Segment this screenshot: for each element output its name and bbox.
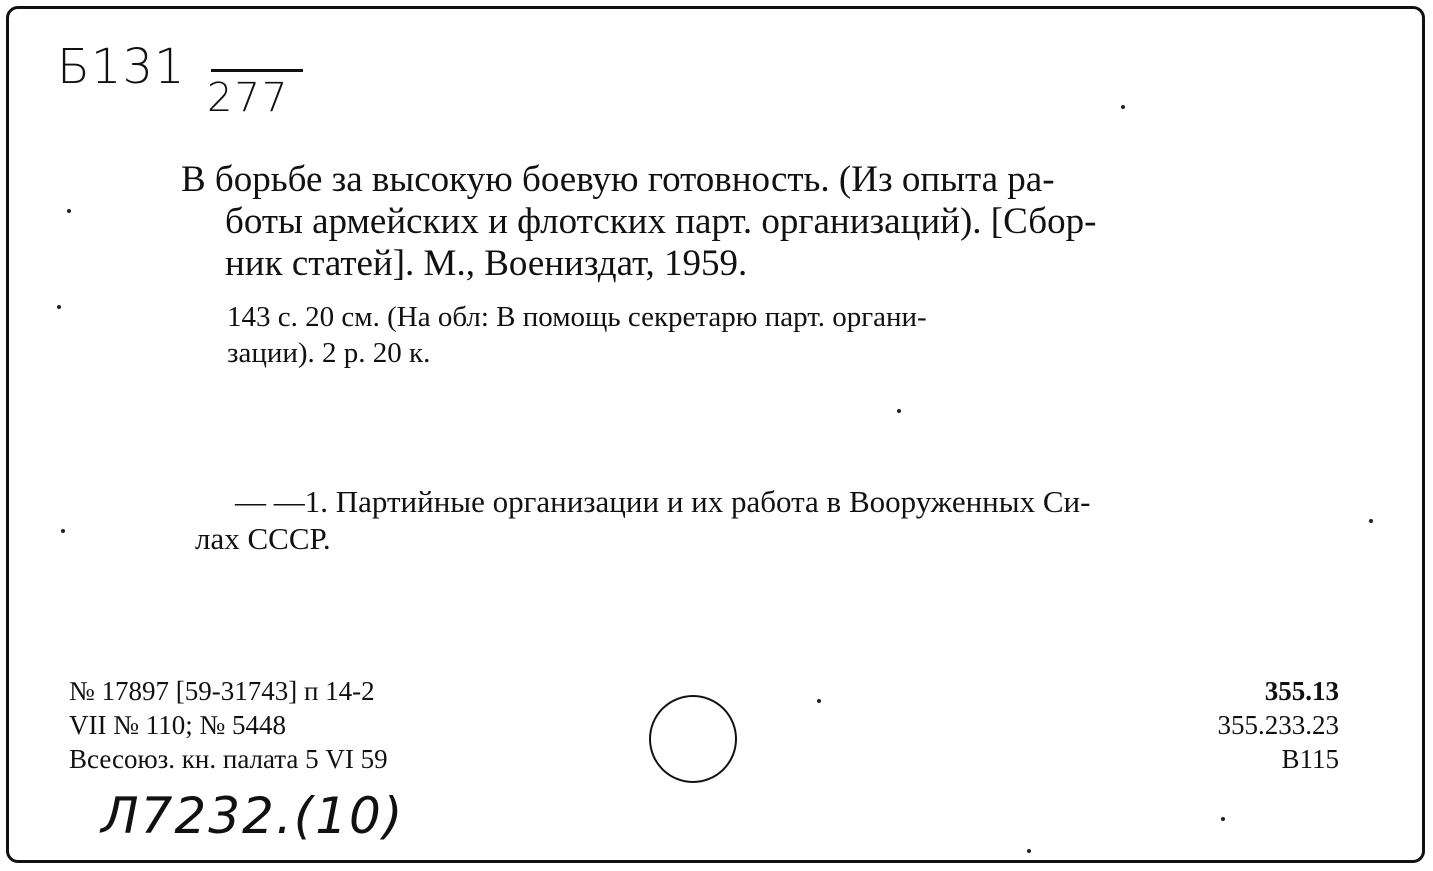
- ink-speck: [1369, 519, 1373, 523]
- description-line: 143 с. 20 см. (На обл: В помощь секретарю парт. органи-: [227, 301, 927, 333]
- ink-speck: [1121, 105, 1125, 109]
- classification-code: 355.13: [1264, 676, 1339, 706]
- classification-code: В115: [1281, 744, 1339, 774]
- description-line: зации). 2 р. 20 к.: [227, 337, 431, 369]
- title-line: боты армейских и флотских парт. организаций). [Сбор-: [225, 201, 1097, 242]
- ink-speck: [61, 529, 65, 533]
- title-line: В борьбе за высокую боевую готовность. (Из опыта ра-: [181, 159, 1055, 200]
- subject-line: — —1. Партийные организации и их работа в Вооруженных Си-: [235, 484, 1091, 519]
- record-info: [69, 674, 629, 776]
- ink-speck: [57, 305, 61, 309]
- classification-code: 355.233.23: [1217, 710, 1339, 740]
- classification-codes: [1089, 674, 1339, 776]
- record-info-line: VII № 110; № 5448: [69, 710, 287, 740]
- ink-speck: [817, 699, 821, 703]
- record-info-line: Всесоюз. кн. палата 5 VI 59: [69, 744, 388, 774]
- subject-line: лах СССР.: [195, 521, 331, 556]
- subject-heading: [195, 483, 1345, 557]
- call-number-overline: [211, 69, 303, 72]
- ink-speck: [1221, 817, 1225, 821]
- ink-speck: [67, 209, 71, 213]
- card-punch-hole: [649, 695, 737, 783]
- handwritten-call-prefix: Б131: [57, 39, 186, 95]
- title-entry: [181, 159, 1346, 285]
- ink-speck: [1027, 849, 1031, 853]
- record-info-line: № 17897 [59-31743] п 14-2: [69, 676, 375, 706]
- title-line: ник статей]. М., Воениздат, 1959.: [225, 243, 748, 284]
- handwritten-inventory-number: Л7232.(10): [101, 787, 405, 845]
- handwritten-call-number: 277: [207, 75, 290, 121]
- catalog-card: [6, 6, 1425, 863]
- ink-speck: [897, 409, 901, 413]
- physical-description: [227, 299, 1342, 371]
